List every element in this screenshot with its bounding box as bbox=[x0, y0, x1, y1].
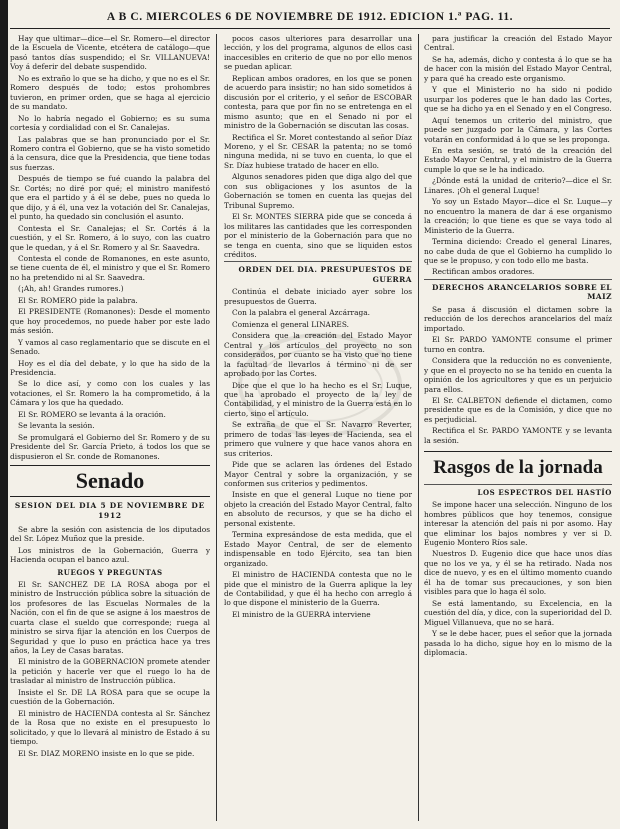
paragraph: Y que el Ministerio no ha sido ni podido usurpar los poderes que le han dado las Cortes, que se ha dicho ya en el Senado y en el Congreso. bbox=[424, 85, 612, 114]
paragraph: Se promulgará el Gobierno del Sr. Romero y de su Presidente del Sr. García Prieto, á todos los que se dispusieron el Sr. conde de Romanones. bbox=[10, 432, 210, 461]
paragraph: Termina diciendo: Creado el general Linares, no cabe duda de que el Gobierno ha cumplido lo que se le propuso, y con todo ello me basta. bbox=[424, 237, 612, 265]
paragraph: El Sr. SANCHEZ DE LA ROSA aboga por el ministro de Instrucción pública sobre la situación de los profesores de las Escuelas Normales de la Nación, con el fin de que se asigne á los maestros de cuarta clase el sueldo que corresponde; ruega al ministro se sirva fijar la atención en los Cuerpos de Seguridad y que lo puso en práctica hace ya tres años, la Ley de Casas baratas. bbox=[10, 579, 210, 656]
paragraph: Rectifican ambos oradores. bbox=[432, 267, 535, 277]
paragraph: Rectifica el Sr. PARDO YAMONTE y se levanta la sesión. bbox=[424, 426, 612, 445]
paragraph: El Sr. ROMERO se levanta á la oración. bbox=[18, 409, 166, 419]
paragraph: Se pasa á discusión el dictamen sobre la reducción de los derechos arancelarios del maíz importado. bbox=[424, 304, 612, 333]
paragraph: Considera que la reducción no es conveniente, y que en el proyecto no se ha tenido en cuenta la opinión de los agricultores y que es un perjuicio para ellos. bbox=[424, 356, 612, 394]
paragraph: El ministro de HACIENDA contesta que no le pide que el ministro de la Guerra aplique la ley de Contabilidad, y que él ha hecho con arreglo á lo que dispone el ministerio de la Guerra. bbox=[224, 570, 412, 608]
paragraph: Las palabras que se han pronunciado por el Sr. Romero contra el Gobierno, que se ha visto sometido á la censura, dice que la Presidencia, que tiene todas sus fuerzas. bbox=[10, 134, 210, 172]
paragraph: Algunos senadores piden que diga algo del que con sus obligaciones y los asuntos de la Gobernación se tomen en cuenta las quejas del Tribunal Supremo. bbox=[224, 172, 412, 210]
paragraph: Contesta el Sr. Canalejas; el Sr. Cortés á la cuestión, y el Sr. Romero, á lo suyo, con las cuatro que le quedan, y á el Sr. Romero y al Sr. Saavedra. bbox=[10, 223, 210, 252]
senado-heading: Senado bbox=[10, 465, 210, 497]
ruegos-heading: RUEGOS Y PREGUNTAS bbox=[57, 567, 163, 577]
paragraph: El Sr. CALBETON defiende el dictamen, como presidente que es de la Comisión, y dice que no es perjudicial. bbox=[424, 395, 612, 424]
espectros-subheading: LOS ESPECTROS DEL HASTÍO bbox=[424, 484, 612, 497]
paragraph: Termina expresándose de esta medida, que el Estado Mayor Central, de ser de elemento indispensable en todo Ejército, sea tan bien organizado. bbox=[224, 530, 412, 568]
scan-edge bbox=[0, 0, 8, 829]
paragraph: No es extraño lo que se ha dicho, y que no es el Sr. Romero después de todo; estos prohombres tuvieron, en primer orden, que se haga al ejercicio de su mandato. bbox=[10, 73, 210, 112]
paragraph: Y se le debe hacer, pues el señor que la jornada pasada lo ha dicho, sigue hoy en lo mismo de la diplomacia. bbox=[424, 629, 612, 658]
paragraph: Dice que el que lo ha hecho es el Sr. Luque, que ha aprobado el proyecto de la ley de Contabilidad, y el ministro de la Guerra está en lo cierto, sino el artículo. bbox=[224, 380, 412, 418]
paragraph: Después de tiempo se fué cuando la palabra del Sr. Cortés; no diré por qué; el ministro manifestó que era el partido y á él se debe, pues no queda lo que dijo, y á él, una vez la votación del Sr. Canalejas, el punto, ha quedado sin conclusión el asunto. bbox=[10, 174, 210, 222]
page-header: A B C. MIERCOLES 6 DE NOVIEMBRE DE 1912. EDICION 1.ª PAG. 11. bbox=[10, 6, 610, 29]
paragraph: ¿Dónde está la unidad de criterio?—dice el Sr. Linares. ¡Oh el general Luque! bbox=[424, 176, 612, 195]
paragraph: Aquí tenemos un criterio del ministro, que puede ser juzgado por la Cámara, y las Cortes votarán en conformidad á lo que se les proponga. bbox=[424, 115, 612, 144]
paragraph: Con la palabra el general Azcárraga. bbox=[232, 308, 370, 318]
paragraph: El Sr. DIAZ MORENO insiste en lo que se pide. bbox=[18, 748, 195, 758]
column-rule bbox=[216, 34, 217, 821]
rasgos-heading: Rasgos de la jornada bbox=[424, 451, 612, 480]
paragraph: Se levanta la sesión. bbox=[18, 421, 95, 431]
paragraph: No lo habría negado el Gobierno; es su suma cortesía y cordialidad con el Sr. Canalejas. bbox=[10, 113, 210, 133]
paragraph: Comienza el general LINARES. bbox=[232, 319, 349, 329]
paragraph: Contesta el conde de Romanones, en este asunto, se tiene cuenta de él, el ministro y que el Sr. Romero no ha pretendido ni al Sr. Saavedra. bbox=[10, 253, 210, 282]
paragraph: El ministro de la GUERRA interviene bbox=[232, 609, 371, 619]
column-1 bbox=[10, 34, 210, 821]
paragraph: Considera que la creación del Estado Mayor Central y los artículos del proyecto no son considerados, por cuanto se ha visto que no tiene la facultad de llevarlos á término ni de ser aprobado por las Cortes. bbox=[224, 331, 412, 379]
paragraph: Pide que se aclaren las órdenes del Estado Mayor Central y sobre la organización, y se conformen sus criterios y pedimentos. bbox=[224, 460, 412, 489]
paragraph: Hoy es el día del debate, y lo que ha sido de la Presidencia. bbox=[10, 358, 210, 377]
paragraph: Continúa el debate iniciado ayer sobre los presupuestos de Guerra. bbox=[224, 287, 412, 306]
paragraph: El PRESIDENTE (Romanones): Desde el momento que hoy procedemos, no puede haber por este lado más sesión. bbox=[10, 307, 210, 336]
paragraph: Nuestros D. Eugenio dice que hace unos días que no los ve ya, y él se ha retirado. Nada nos dice de nuevo, y es en el último momento cuando él ha de tomar sus precauciones, y son bien visibles para que lo haga él solo. bbox=[424, 549, 612, 597]
paragraph: El ministro de la GOBERNACION promete atender la petición y hacerle ver que el ruego lo ha de trasladar al ministro de Instrucción pública. bbox=[10, 657, 210, 686]
paragraph: Se abre la sesión con asistencia de los diputados del Sr. López Muñoz que la preside. bbox=[10, 525, 210, 544]
paragraph: Hay que ultimar—dice—el Sr. Romero—el director de la Escuela de Vicente, etcétera de catálogo—que pasó tantos días suspendido; el Sr. VILLANUEVA! Voy á deferir del debate suspendido. bbox=[10, 34, 210, 72]
paragraph: El Sr. MONTES SIERRA pide que se conceda á los militares las cantidades que les corresponden por el ministerio de la Gobernación para que no se tenga en cuenta, sino que se liquiden estos créditos. bbox=[224, 212, 412, 259]
paragraph: El ministro de HACIENDA contesta al Sr. Sánchez de la Rosa que no existe en el presupuesto lo solicitado, y que lo llevará al ministro de Estado á su tiempo. bbox=[10, 708, 210, 747]
column-3 bbox=[424, 34, 612, 821]
paragraph: Replican ambos oradores, en los que se ponen de acuerdo para insistir; no han sido sometidos á discusión por el criterio, y el señor de ESCOBAR contesta, para que por fin no se entretenga en el mismo asunto; que en el Senado ni por el ministro de la Gobernación se discutan las cosas. bbox=[224, 73, 412, 131]
paragraph: El Sr. ROMERO pide la palabra. bbox=[18, 295, 138, 305]
paragraph: pocos casos ulteriores para desarrollar una lección, y los del programa, algunos de ellos casi inaccesibles en criterio de que no por ello menos se puedan aplicar. bbox=[224, 34, 412, 72]
column-rule bbox=[418, 34, 419, 821]
col1-article bbox=[10, 34, 210, 461]
paragraph: Se está lamentando, su Excelencia, en la cuestión del día, y dice, con la superioridad del D. Miguel Villanueva, que no se hará. bbox=[424, 598, 612, 627]
paragraph: Y vamos al caso reglamentario que se discute en el Senado. bbox=[10, 337, 210, 357]
paragraph: Yo soy un Estado Mayor—dice el Sr. Luque—y no encuentro la manera de dar á ese organismo la creación; lo que tiene es que se vaya todo al Ministerio de la Guerra. bbox=[424, 197, 612, 235]
paragraph: Los ministros de la Gobernación, Guerra y Hacienda ocupan el banco azul. bbox=[10, 545, 210, 565]
paragraph: (¡Ah, ah! Grandes rumores.) bbox=[18, 284, 124, 294]
paragraph: Se ha, además, dicho y contesta á lo que se ha de hacer con la misión del Estado Mayor Central, y para qué ha creado este organismo. bbox=[424, 54, 612, 83]
paragraph: para justificar la creación del Estado Mayor Central. bbox=[424, 34, 612, 53]
paragraph: Se extraña de que el Sr. Navarro Reverter, primero de todas las leyes de Hacienda, sea el primero que vulnere y que hace vanos ahora en sus criterios. bbox=[224, 420, 412, 458]
paragraph: Insiste en que el general Luque no tiene por objeto la creación del Estado Mayor Central, falto en absoluto de recursos, y que se ha dicho el personal existente. bbox=[224, 490, 412, 528]
paragraph: Se impone hacer una selección. Ninguno de los hombres públicos que hoy tenemos, consigue interesar la atención del país ni por asomo. Hay que eliminar los bajos nombres y ver si D. Eugenio Montero Ríos sale. bbox=[424, 500, 612, 548]
paragraph: En esta sesión, se trató de la creación del Estado Mayor Central, y el ministro de la Guerra cumple lo que se le ha indicado. bbox=[424, 145, 612, 174]
senado-session-date: SESION DEL DIA 5 DE NOVIEMBRE DE 1912 bbox=[14, 501, 206, 521]
paragraph: El Sr. PARDO YAMONTE consume el primer turno en contra. bbox=[424, 335, 612, 354]
arancel-heading: DERECHOS ARANCELARIOS SOBRE EL MAIZ bbox=[424, 279, 612, 302]
column-2 bbox=[224, 34, 412, 821]
paragraph: Insiste el Sr. DE LA ROSA para que se ocupe la cuestión de la Gobernación. bbox=[10, 687, 210, 707]
orden-del-dia-heading: ORDEN DEL DIA. PRESUPUESTOS DE GUERRA bbox=[224, 261, 412, 284]
paragraph: Se lo dice así, y como con los cuales y las votaciones, el Sr. Romero la ha comprometido, á la Cámara y los que ha quedado. bbox=[10, 379, 210, 408]
paragraph: Rectifica el Sr. Moret contestando al señor Díaz Moreno, y el Sr. CESAR la patenta; no se tomó ninguna medida, ni se tuvo en cuenta, lo que el Sr. Díaz hubiese tratado de hacer en ello. bbox=[224, 132, 412, 170]
